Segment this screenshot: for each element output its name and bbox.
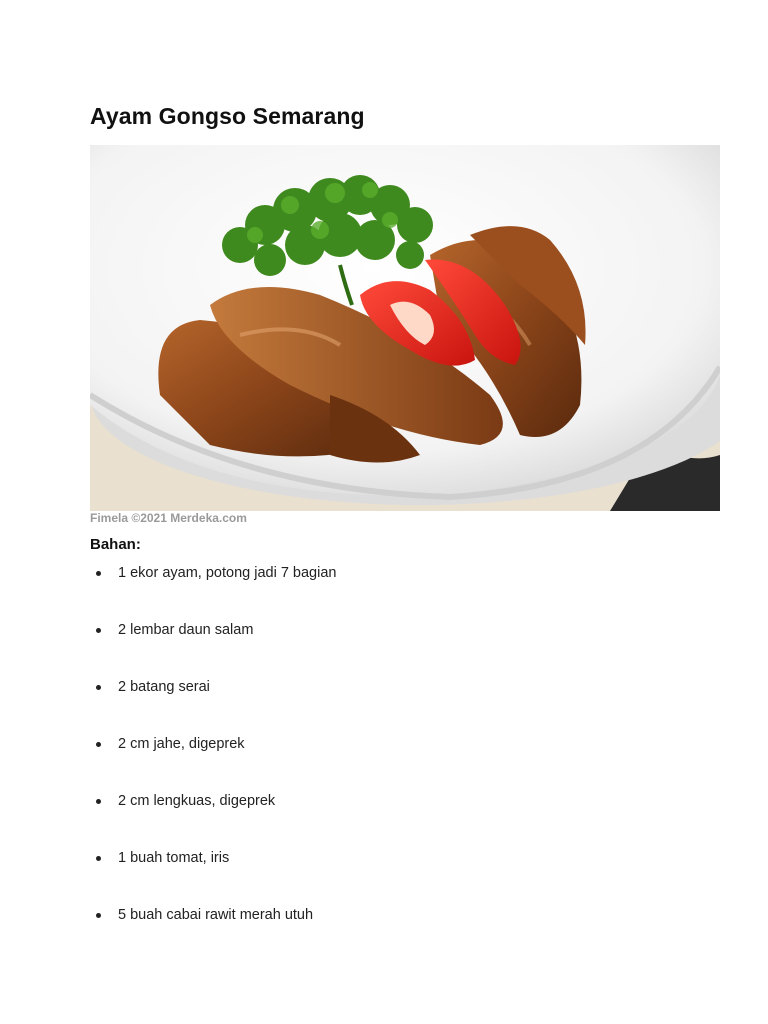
ingredient-text: 1 buah tomat, iris — [118, 850, 230, 866]
page-title: Ayam Gongso Semarang — [90, 103, 365, 129]
bullet-icon — [96, 856, 101, 861]
ingredient-text: 5 buah cabai rawit merah utuh — [118, 907, 314, 923]
list-item — [90, 849, 336, 906]
ingredients-heading: Bahan: — [90, 536, 141, 553]
list-item — [90, 564, 336, 621]
recipe-photo — [90, 145, 720, 511]
ingredient-text: 2 batang serai — [118, 679, 210, 695]
bullet-icon — [96, 685, 101, 690]
list-item — [90, 792, 336, 849]
list-item — [90, 735, 336, 792]
ingredients-list — [90, 564, 336, 963]
list-item — [90, 678, 336, 735]
bullet-icon — [96, 799, 101, 804]
bullet-icon — [96, 628, 101, 633]
ingredient-text: 2 lembar daun salam — [118, 622, 254, 638]
photo-credit: Fimela ©2021 Merdeka.com — [90, 511, 247, 525]
ingredient-text: 2 cm lengkuas, digeprek — [118, 793, 276, 809]
ingredient-text: 2 cm jahe, digeprek — [118, 736, 245, 752]
list-item — [90, 906, 336, 963]
bullet-icon — [96, 571, 101, 576]
bullet-icon — [96, 742, 101, 747]
bullet-icon — [96, 913, 101, 918]
recipe-photo-illustration — [90, 145, 720, 511]
list-item — [90, 621, 336, 678]
ingredient-text: 1 ekor ayam, potong jadi 7 bagian — [118, 565, 337, 581]
